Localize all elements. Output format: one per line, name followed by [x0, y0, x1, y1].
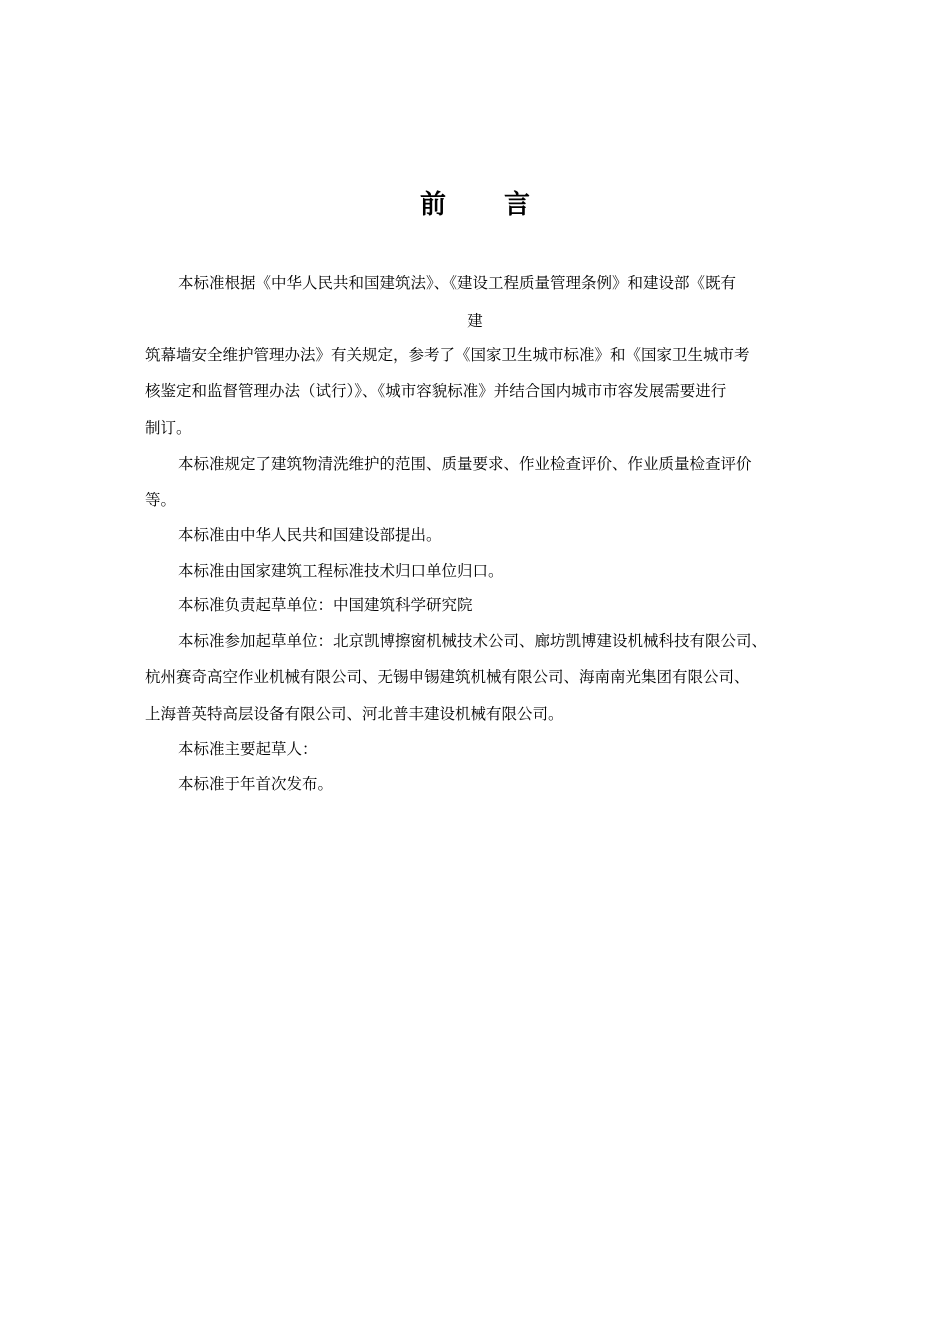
paragraph-line: 上海普英特高层设备有限公司、河北普丰建设机械有限公司。 — [145, 705, 564, 723]
paragraph-line: 本标准负责起草单位：中国建筑科学研究院 — [178, 596, 473, 614]
paragraph-line: 建 — [467, 312, 483, 330]
paragraph-line: 本标准规定了建筑物清洗维护的范围、质量要求、作业检查评价、作业质量检查评价 — [178, 455, 752, 473]
paragraph-line: 杭州赛奇高空作业机械有限公司、无锡申锡建筑机械有限公司、海南南光集团有限公司、 — [145, 668, 750, 686]
paragraph-line: 本标准由国家建筑工程标准技术归口单位归口。 — [178, 562, 504, 580]
title-char-2: 言 — [504, 190, 531, 220]
title-char-1: 前 — [419, 190, 446, 220]
paragraph-line: 制订。 — [145, 419, 192, 437]
paragraph-line: 本标准由中华人民共和国建设部提出。 — [178, 526, 442, 544]
page-title — [0, 184, 950, 221]
paragraph-line: 本标准参加起草单位：北京凯博擦窗机械技术公司、廊坊凯博建设机械科技有限公司、 — [178, 632, 768, 650]
paragraph-line: 等。 — [145, 491, 177, 509]
paragraph-line: 核鉴定和监督管理办法（试行）》、《城市容貌标准》并结合国内城市市容发展需要进行 — [145, 382, 727, 400]
paragraph-line: 筑幕墙安全维护管理办法》有关规定，参考了《国家卫生城市标准》和《国家卫生城市考 — [145, 346, 750, 364]
paragraph-line: 本标准于年首次发布。 — [178, 775, 334, 793]
paragraph-line: 本标准主要起草人： — [178, 740, 318, 758]
paragraph-line: 本标准根据《中华人民共和国建筑法》、《建设工程质量管理条例》和建设部《既有 — [178, 274, 737, 292]
